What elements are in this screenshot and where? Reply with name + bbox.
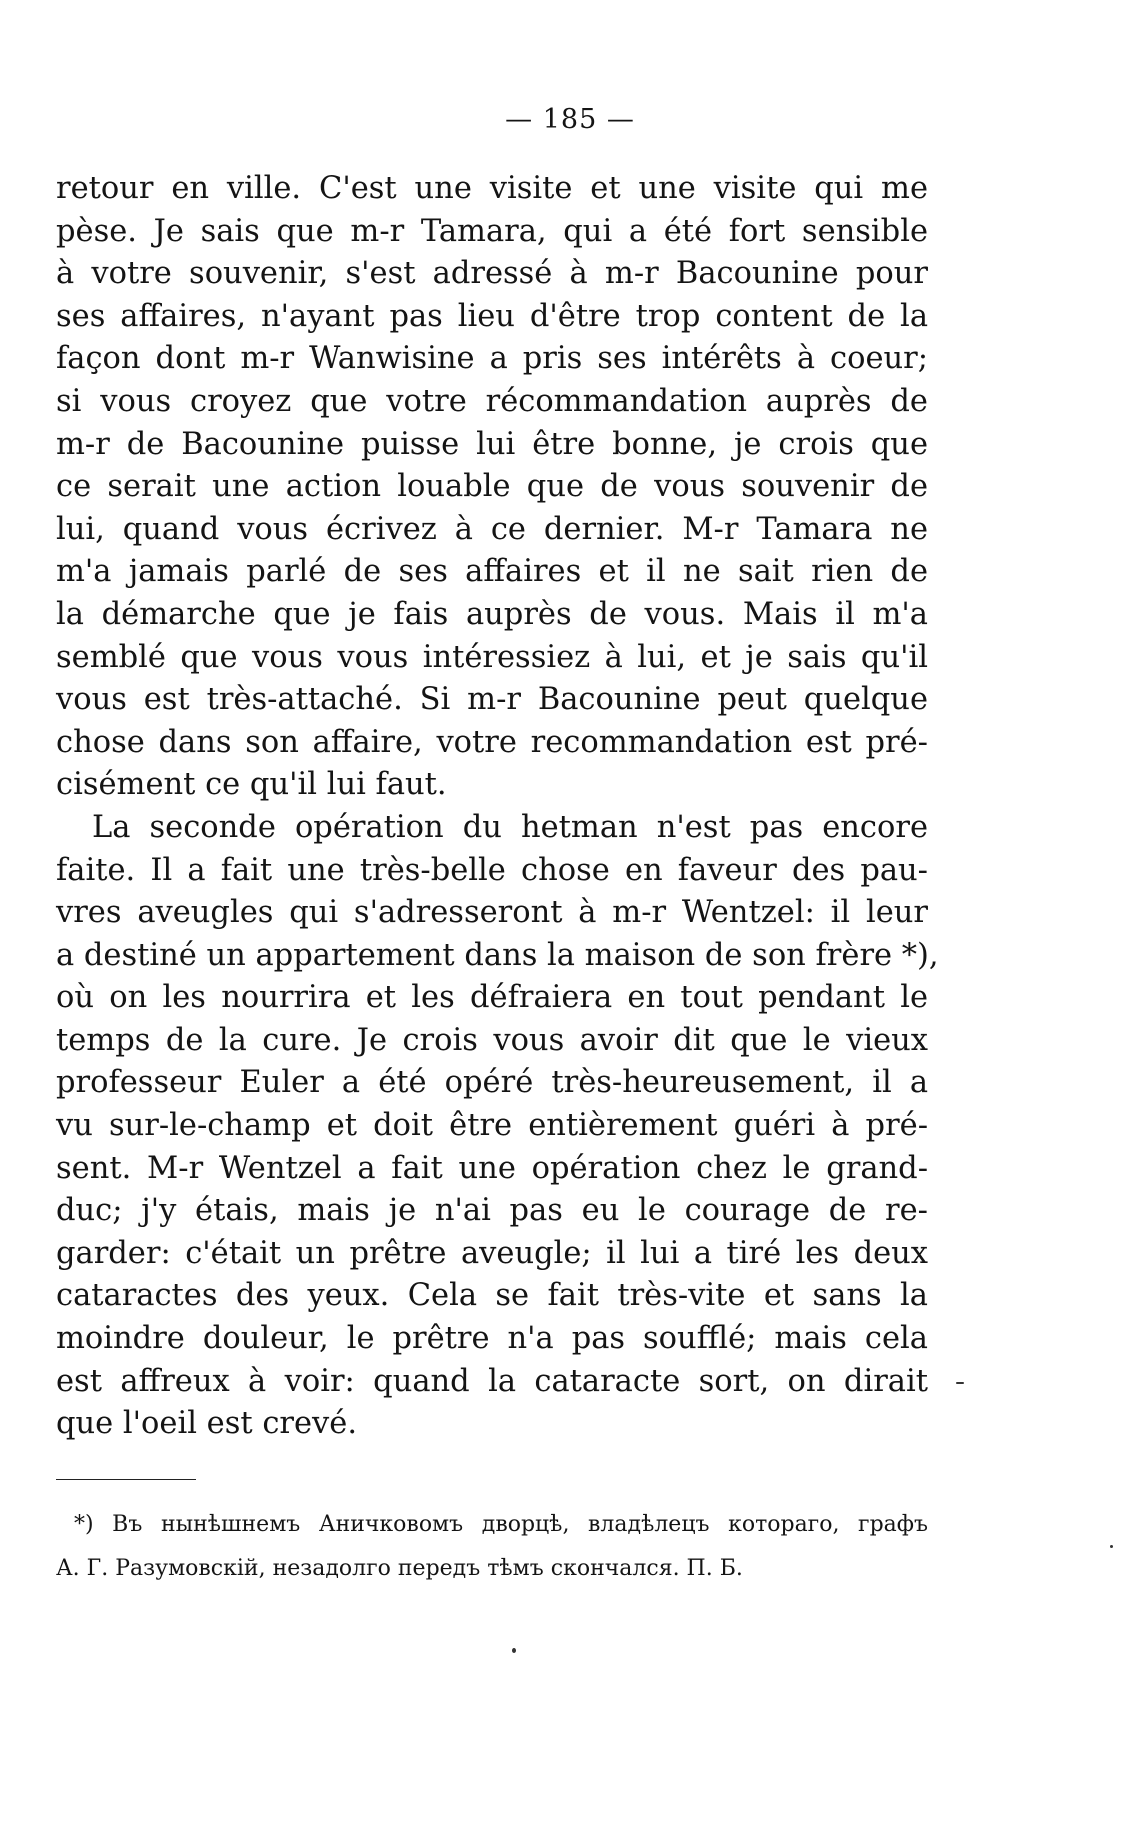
text-line: ce serait une action louable que de vous souvenir de: [56, 469, 928, 505]
text-line: La seconde opération du hetman n'est pas encore: [92, 809, 928, 845]
text-line: m'a jamais parlé de ses affaires et il ne sait rien de: [56, 554, 928, 590]
paragraph-2: [56, 807, 939, 1446]
text-line: pèse. Je sais que m-r Tamara, qui a été fort sensible: [56, 213, 928, 249]
text-line: a destiné un appartement dans la maison de son frère *),: [56, 937, 939, 973]
text-line: vu sur-le-champ et doit être entièrement guéri à pré-: [56, 1108, 928, 1144]
ink-speck: [1110, 1545, 1113, 1548]
text-line: est affreux à voir: quand la cataracte sort, on dirait: [56, 1363, 928, 1399]
text-line: garder: c'était un prêtre aveugle; il lui a tiré les deux: [56, 1235, 928, 1271]
text-line: ses affaires, n'ayant pas lieu d'être trop content de la: [56, 298, 928, 334]
text-line: à votre souvenir, s'est adressé à m-r Bacounine pour: [56, 256, 928, 292]
text-line: cisément ce qu'il lui faut.: [56, 767, 447, 803]
body-text: [56, 168, 939, 1446]
text-line: moindre douleur, le prêtre n'a pas soufflé; mais cela: [56, 1321, 928, 1357]
text-line: façon dont m-r Wanwisine a pris ses intérêts à coeur;: [56, 341, 928, 377]
text-line: vous est très-attaché. Si m-r Bacounine peut quelque: [56, 682, 928, 718]
text-line: m-r de Bacounine puisse lui être bonne, je crois que: [56, 426, 928, 462]
footnote-line: *) Въ нынѣшнемъ Аничковомъ дворцѣ, владѣлецъ котораго, графъ: [74, 1512, 928, 1537]
text-line: où on les nourrira et les défraiera en tout pendant le: [56, 980, 928, 1016]
footnote-divider: [56, 1479, 196, 1480]
text-line: la démarche que je fais auprès de vous. Mais il m'a: [56, 596, 928, 632]
text-line: faite. Il a fait une très-belle chose en faveur des pau-: [56, 852, 928, 888]
text-line: professeur Euler a été opéré très-heureusement, il a: [56, 1065, 928, 1101]
footnote-line: А. Г. Разумовскій, незадолго передъ тѣмъ скончался. П. Б.: [56, 1556, 743, 1581]
paragraph-1: [56, 168, 928, 807]
text-line: lui, quand vous écrivez à ce dernier. M-r Tamara ne: [56, 511, 928, 547]
text-line: que l'oeil est crevé.: [56, 1406, 358, 1442]
text-line: si vous croyez que votre récommandation auprès de: [56, 383, 928, 419]
ink-speck: [512, 1648, 516, 1653]
text-line: vres aveugles qui s'adresseront à m-r Wentzel: il leur: [56, 895, 928, 931]
ink-speck: [956, 1382, 964, 1384]
text-line: semblé que vous vous intéressiez à lui, et je sais qu'il: [56, 639, 928, 675]
footnote: [56, 1503, 928, 1591]
text-line: chose dans son affaire, votre recommandation est pré-: [56, 724, 928, 760]
text-line: retour en ville. C'est une visite et une visite qui me: [56, 171, 928, 206]
page-number: — 185 —: [505, 104, 635, 135]
text-line: temps de la cure. Je crois vous avoir dit que le vieux: [56, 1022, 928, 1058]
text-line: sent. M-r Wentzel a fait une opération chez le grand-: [56, 1150, 928, 1186]
text-line: duc; j'y étais, mais je n'ai pas eu le courage de re-: [56, 1193, 928, 1229]
text-line: cataractes des yeux. Cela se fait très-vite et sans la: [56, 1278, 928, 1314]
